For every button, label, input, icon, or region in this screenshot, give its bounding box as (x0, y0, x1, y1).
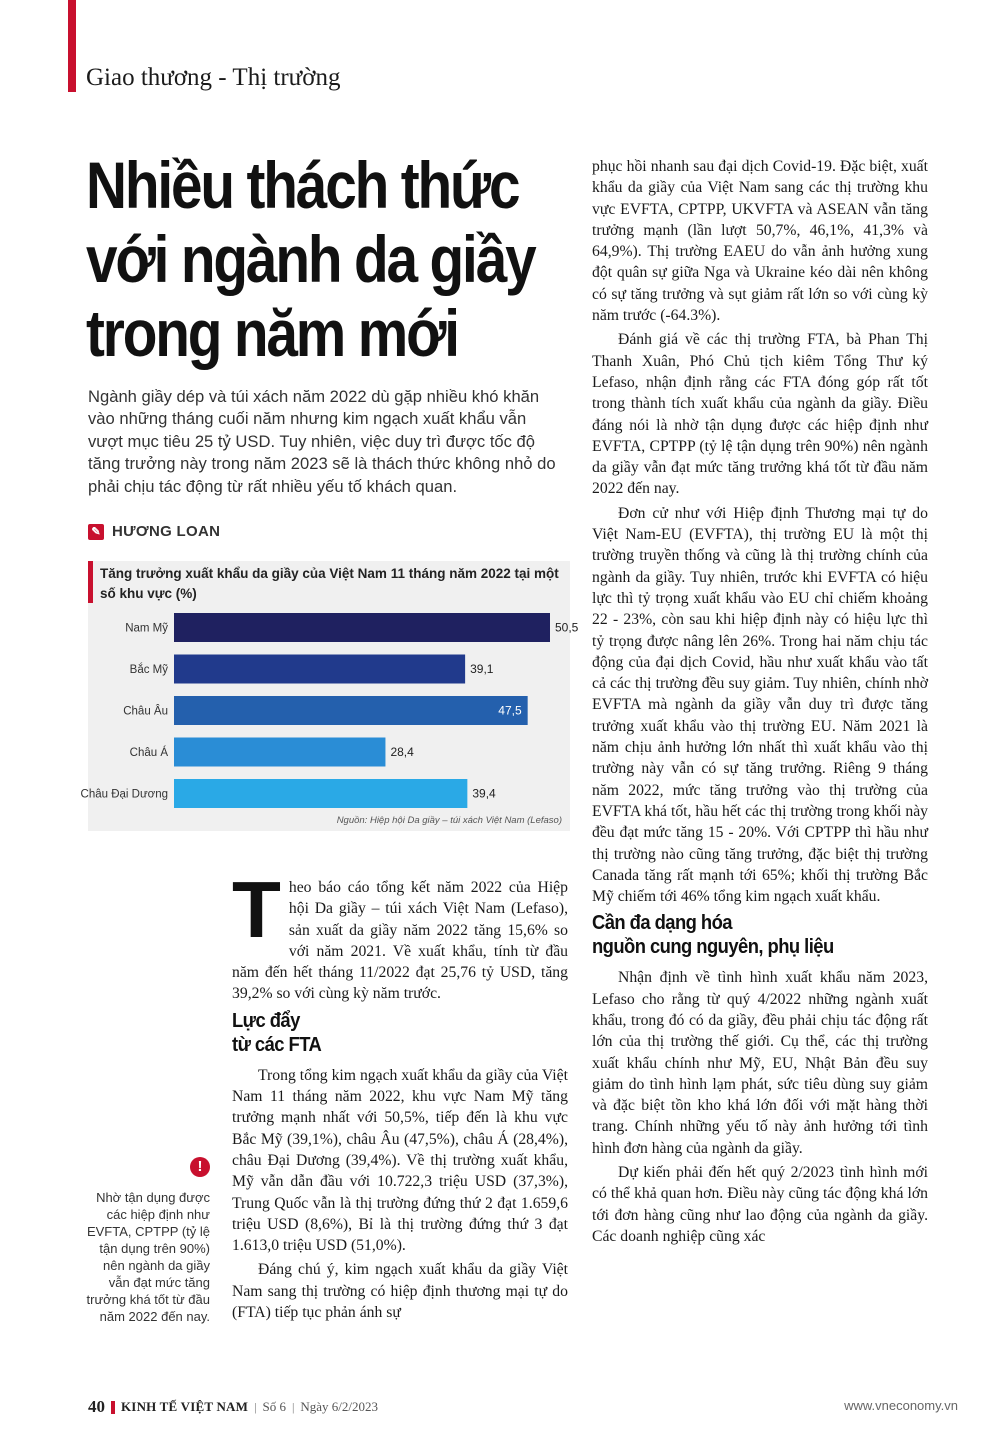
footer-separator: | (254, 1399, 257, 1414)
bar-value-label: 39,4 (472, 786, 496, 801)
author-byline (88, 523, 220, 540)
subheading-fta (232, 1009, 541, 1057)
intro-text: heo báo cáo tổng kết năm 2022 của Hiệp hội Da giầy – túi xách Việt Nam (Lefaso), sản xuất da giầy năm 2022 tăng 15,6% so với năm 2021. Về xuất khẩu, tính từ đầu năm đến hết tháng 11/2022 đạt 25,76 tỷ USD, tăng 39,2% so với cùng kỳ năm trước. (232, 879, 568, 1003)
headline-line: Nhiều thách thức (86, 148, 519, 222)
bar-value-label: 50,5 (555, 620, 579, 635)
body-paragraph: Đơn cử như với Hiệp định Thương mại tự do Việt Nam-EU (EVFTA), thị trường EU là một thị trường truyền thống và cũng là thị trường chính của ngành da giầy. Tuy nhiên, trước khi EVFTA có hiệu lực thì tỷ trọng xuất khẩu vào EU chỉ chiếm khoảng 22 - 23%, còn sau khi hiệp định này có hiệu lực thì tỷ trọng được nâng lên 26%. Trong hai năm chịu tác động của đại dịch Covid, hầu như xuất khẩu vào tất cả các thị trường đều suy giảm. Tuy nhiên, chính nhờ EVFTA mà ngành da giầy vẫn duy trì được tăng trưởng xuất khẩu vào thị trường EU. Năm 2021 là năm chịu ảnh hưởng lớn nhất thì xuất khẩu vào thị trường này vẫn có sự tăng trưởng. Riêng 9 tháng năm 2022, mức tăng trưởng vào thị trường của EVFTA khá tốt, hầu hết các thị trường trong khối này đều đạt mức tăng 15 - 20%. Với CPTPP thì hầu như thị trường nào cũng tăng trưởng, đặc biệt thị trường Canada tăng rất mạnh tới 65%; khối thị trường Bắc Mỹ chiếm tới 46% tổng kim ngạch xuất khẩu. (592, 504, 928, 906)
body-paragraph: Trong tổng kim ngạch xuất khẩu da giầy của Việt Nam 11 tháng năm 2022, khu vực Nam Mỹ tăng trưởng mạnh nhất với 50,5%, tiếp đến là khu vực Bắc Mỹ (39,1%), châu Âu (47,5%), châu Á (28,4%), châu Đại Dương (39,4%). Về thị trường xuất khẩu, Mỹ vẫn dẫn đầu với 10.722,3 triệu USD (37,3%), Trung Quốc vẫn là thị trường đứng thứ 2 đạt 1.659,6 triệu USD (8,6%), Bỉ là thị trường đứng thứ 3 đạt 1.613,0 triệu USD (51,0%). (232, 1066, 568, 1255)
body-paragraph: phục hồi nhanh sau đại dịch Covid-19. Đặc biệt, xuất khẩu da giầy của Việt Nam sang các thị trường khu vực EVFTA, CPTPP, UKVFTA và ASEAN vẫn tăng trưởng mạnh (lần lượt 50,7%, 46,1%, 41,3% và 64,9%). Thị trường EAEU do vẫn ảnh hưởng xung đột quân sự giữa Nga và Ukraine kéo dài nên không có sự tăng trưởng và sụt giảm rất lớn so với cùng kỳ năm trước (-64.3%). (592, 158, 928, 325)
intro-paragraph (232, 865, 568, 1005)
page-footer (88, 1397, 958, 1417)
bar-value-label: 39,1 (470, 662, 494, 676)
bar (174, 696, 528, 725)
subheading-line: nguồn cung nguyên, phụ liệu (592, 936, 834, 959)
bar-category-label: Bắc Mỹ (129, 664, 168, 676)
subheading-line: Cần đa dạng hóa (592, 912, 732, 935)
headline-line: trong năm mới (86, 296, 458, 370)
magazine-name: KINH TẾ VIỆT NAM (121, 1399, 249, 1414)
subheading-supply (592, 911, 901, 959)
section-label: Giao thương - Thị trường (86, 64, 341, 91)
chart-plot (80, 561, 579, 811)
headline-line: với ngành da giầy (86, 222, 535, 296)
body-paragraph: Nhận định về tình hình xuất khẩu năm 2023, Lefaso cho rằng từ quý 4/2022 những ngành xuất khẩu, trong đó có da giầy, đều phải chịu tác động rất lớn của thị trường thế giới. Cụ thể, các thị trường xuất khẩu chính như Mỹ, EU, Nhật Bản đều suy giảm do tình hình lạm phát, sức tiêu dùng suy giảm và đặc biệt tồn kho khá lớn đối với mặt hàng thời trang. Chính những yếu tố này ảnh hưởng tới tình hình đơn hàng của ngành da giầy. (592, 969, 928, 1157)
footer-accent-bar (111, 1401, 115, 1414)
section-accent-bar (68, 0, 76, 92)
bar-category-label: Nam Mỹ (125, 622, 168, 635)
subheading-line: Lực đẩy (232, 1009, 300, 1032)
body-paragraph: Đáng chú ý, kim ngạch xuất khẩu da giầy Việt Nam sang thị trường có hiệp định thương mại tự do (FTA) tiếp tục phản ánh sự (232, 1261, 568, 1322)
body-paragraph: Đánh giá về các thị trường FTA, bà Phan Thị Thanh Xuân, Phó Chủ tịch kiêm Tổng Thư ký Lefaso, nhận định rằng các FTA đóng góp rất tốt trong thành tích xuất khẩu của ngành da giầy. Điều đáng nói là nhờ tận dụng được các hiệp định như EVFTA, CPTPP (tỷ lệ tận dụng trên 90%) nên ngành da giầy vẫn đạt mức tăng trưởng khá tốt từ đầu năm 2022 đến nay. (592, 331, 928, 498)
chart-source: Nguồn: Hiệp hội Da giầy – túi xách Việt Nam (Lefaso) (336, 815, 562, 826)
body-paragraph: Dự kiến phải đến hết quý 2/2023 tình hình mới có thể khả quan hơn. Điều này cũng tác động khá lớn tới đơn hàng cũng như lao động của ngành da giầy. Các doanh nghiệp cũng xác (592, 1164, 928, 1245)
article-lead: Ngành giầy dép và túi xách năm 2022 dù gặp nhiều khó khăn vào những tháng cuối năm nhưng kim ngạch xuất khẩu vẫn vượt mục tiêu 25 tỷ USD. Tuy nhiên, việc duy trì được tốc độ tăng trưởng này trong năm 2023 sẽ là thách thức không nhỏ do phải chịu tác động từ rất nhiều yếu tố khách quan. (88, 387, 556, 496)
article-column-right (592, 156, 928, 1250)
pen-icon: ✎ (88, 524, 104, 540)
subheading-line: từ các FTA (232, 1033, 322, 1056)
page-number: 40 (88, 1397, 105, 1416)
article-column-left (232, 865, 568, 1326)
bar (174, 738, 385, 767)
bar (174, 655, 465, 684)
bar-category-label: Châu Đại Dương (80, 788, 168, 801)
bar-category-label: Châu Á (129, 747, 168, 759)
author-name: HƯƠNG LOAN (112, 523, 221, 540)
bar (174, 779, 467, 808)
pull-quote-text: Nhờ tận dụng được các hiệp định như EVFTA, CPTPP (tỷ lệ tận dụng trên 90%) nên ngành da giầy vẫn đạt mức tăng trưởng khá tốt từ đầu năm 2022 đến nay. (86, 1190, 210, 1324)
issue-date: Ngày 6/2/2023 (300, 1399, 379, 1414)
issue-number: Số 6 (262, 1399, 286, 1414)
bar-value-label: 47,5 (498, 703, 522, 718)
drop-cap: T (232, 865, 281, 954)
headline (86, 148, 535, 370)
bar-value-label: 28,4 (390, 745, 414, 759)
alert-icon: ! (190, 1157, 210, 1177)
bar-category-label: Châu Âu (123, 705, 168, 718)
chart-title: Tăng trưởng xuất khẩu da giầy của Việt Nam 11 tháng năm 2022 tại một số khu vực (%) (100, 566, 559, 601)
bar (174, 613, 550, 642)
footer-separator: | (291, 1399, 295, 1414)
pull-quote (86, 1157, 210, 1325)
bar-chart (80, 561, 579, 831)
website-link[interactable]: www.vneconomy.vn (844, 1398, 958, 1413)
